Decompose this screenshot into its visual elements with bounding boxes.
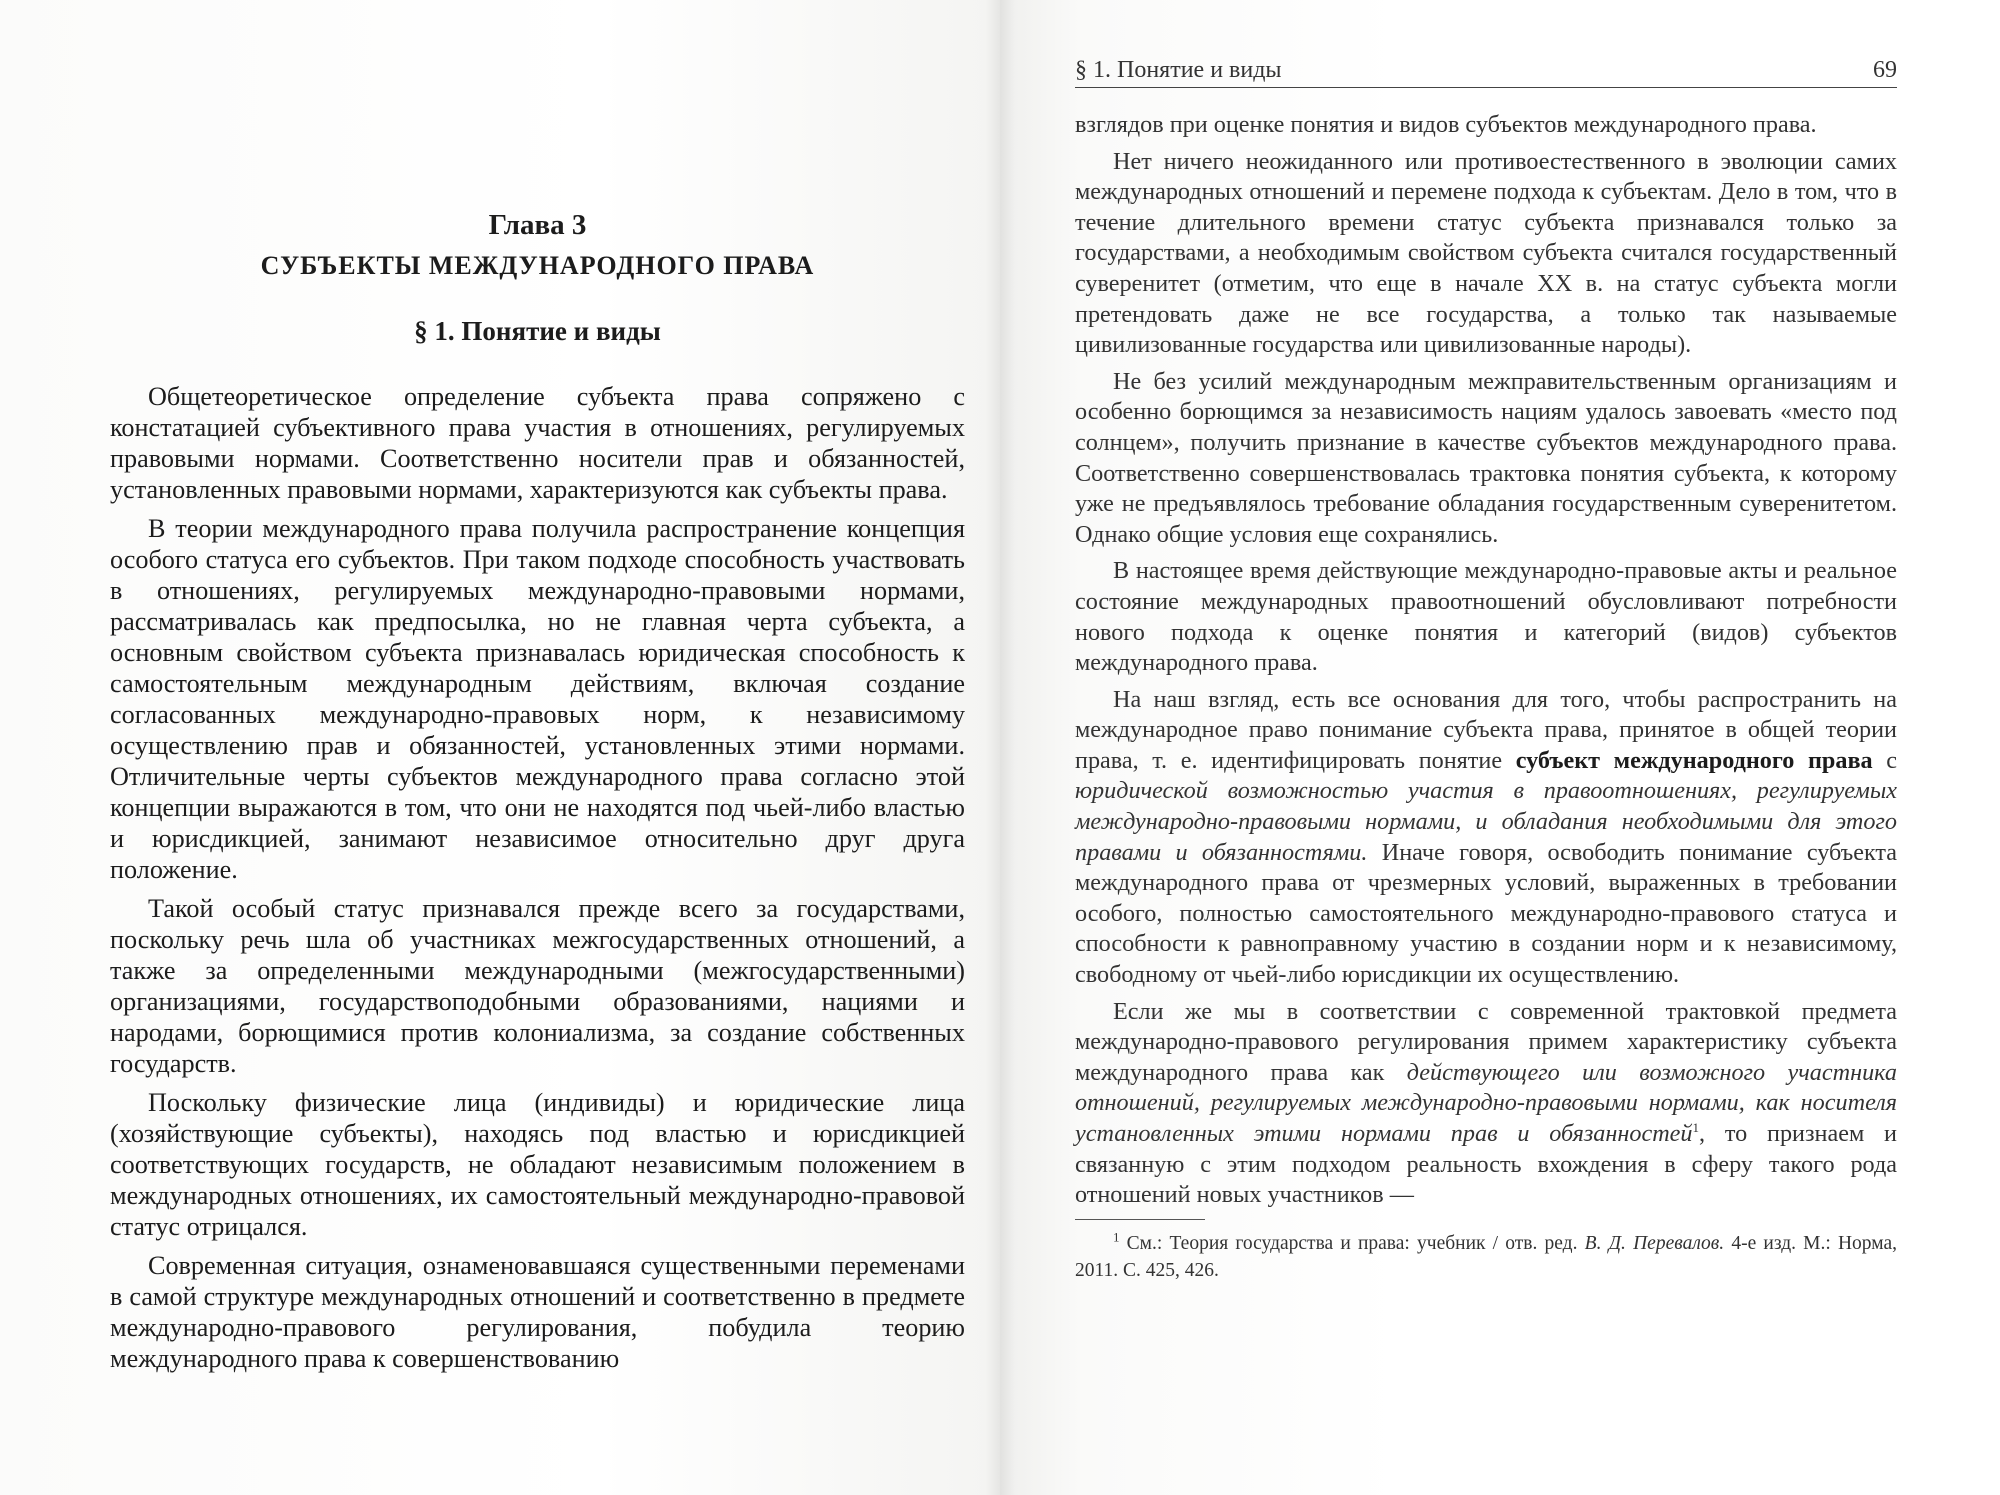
left-page-text: [110, 205, 965, 1382]
chapter-number: Глава 3: [488, 209, 587, 241]
footnote-divider: [1075, 1219, 1205, 1220]
text: На наш взгляд, есть все основания для того, чтобы распространить на международное право понимание субъекта права, принятое в общей теории права, т. е. идентифицировать понятие: [1075, 685, 1897, 774]
running-head: [1075, 55, 1897, 88]
paragraph: Общетеоретическое определение субъекта права сопряжено с констатацией субъективного права участия в отношениях, регулируемых правовыми нормами. Соответственно носители прав и обязанностей, установленных правовыми нормами, характеризуются как субъекты права.: [110, 382, 965, 504]
text: Иначе говоря, освободить понимание субъекта международного права от чрезмерных условий, выраженных в требовании особого, полностью самостоятельного международно-правового статуса и способности к равноправному участию в создании норм и к независимому, свободному от чьей-либо юрисдикции их осуществлению.: [1075, 838, 1897, 989]
text: , то признаем и связанную с этим подходом реальность вхождения в сферу такого рода отношений новых участников —: [1075, 1120, 1898, 1209]
bold-term: субъект международного права: [1515, 746, 1873, 774]
paragraph: В теории международного права получила распространение концепция особого статуса его субъектов. При таком подходе способность участвовать в отношениях, регулируемых международно-правовыми нормами, рассматривалась как предпосылка, но не главная черта субъекта, а основным свойством субъекта признавалась юридическая способность к самостоятельным международным действиям, включая создание согласованных международно-правовых норм, к независимому осуществлению прав и обязанностей, установленных этими нормами. Отличительные черты субъектов международного права согласно этой концепции выражаются в том, что они не находятся под чьей-либо властью и юрисдикцией, занимают независимое относительно друг друга положение.: [110, 514, 965, 884]
section-title: § 1. Понятие и виды: [414, 316, 661, 346]
footnote-mark: 1: [1113, 1229, 1120, 1245]
chapter-title: СУБЪЕКТЫ МЕЖДУНАРОДНОГО ПРАВА: [260, 251, 815, 280]
italic-definition: юридической возможностью участия в правоотношениях, регулируемых международно-правовыми нормами, и обладания необходимыми для этого правами и обязанностями.: [1075, 777, 1897, 866]
footnote-editor: В. Д. Перевалов.: [1584, 1232, 1725, 1254]
text: См.: Теория государства и права: учебник / отв. ред.: [1119, 1232, 1585, 1254]
paragraph-continuation: взглядов при оценке понятия и видов субъектов международного права.: [1075, 111, 1817, 138]
running-head-title: § 1. Понятие и виды: [1075, 57, 1282, 83]
paragraph: В настоящее время действующие международно-правовые акты и реальное состояние международных правоотношений обусловливают потребности нового подхода к оценке понятия и категорий (видов) субъектов международного права.: [1075, 557, 1897, 677]
text: Если же мы в соответствии с современной трактовкой предмета международно-правового регулирования примем характеристику субъекта международного права как: [1075, 997, 1897, 1086]
text: с: [1872, 746, 1897, 774]
footnote-reference[interactable]: 1: [1692, 1119, 1700, 1135]
paragraph-characteristic: [1075, 997, 1897, 1211]
page-number: 69: [1873, 57, 1897, 83]
paragraph: Современная ситуация, ознаменовавшаяся существенными переменами в самой структуре международных отношений и соответственно в предмете международно-правового регулирования, побудила теорию международного права к совершенствованию: [110, 1251, 965, 1373]
footnote: [1075, 1230, 1897, 1284]
text: 4-е изд. М.: Норма, 2011. С. 425, 426.: [1075, 1232, 1898, 1281]
paragraph: Нет ничего неожиданного или противоестественного в эволюции самих международных отношений и перемене подхода к субъектам. Дело в том, что в течение длительного времени статус субъекта признавался только за государствами, а необходимым свойством субъекта считался государственный суверенитет (отметим, что еще в начале XX в. на статус субъекта могли претендовать даже не все государства, а только так называемые цивилизованные государства или цивилизованные народы).: [1075, 147, 1897, 359]
paragraph: Такой особый статус признавался прежде всего за государствами, поскольку речь шла об участниках межгосударственных отношений, а также за определенными международными (межгосударственными) организациями, государствоподобными образованиями, нациями и народами, борющимися против колониализма, за создание собственных государств.: [110, 894, 965, 1078]
italic-characteristic: действующего или возможного участника отношений, регулируемых международно-правовыми нормами, как носителя установленных этими нормами прав и обязанностей: [1075, 1058, 1897, 1147]
paragraph: Поскольку физические лица (индивиды) и юридические лица (хозяйствующие субъекты), находясь под властью и юрисдикцией соответствующих государств, не обладают независимым положением в международных отношениях, их самостоятельный международно-правовой статус отрицался.: [110, 1088, 965, 1241]
right-page-text: [1075, 110, 1897, 1284]
book-gutter: [985, 0, 1015, 1495]
paragraph: Не без усилий международным межправительственным организациям и особенно борющимся за независимость нациям удалось завоевать «место под солнцем», получить признание в качестве субъектов международного права. Соответственно совершенствовалась трактовка понятия субъекта, к которому уже не предъявлялось требование обладания государственным суверенитетом. Однако общие условия еще сохранялись.: [1075, 367, 1897, 548]
paragraph-definition: [1075, 685, 1897, 991]
